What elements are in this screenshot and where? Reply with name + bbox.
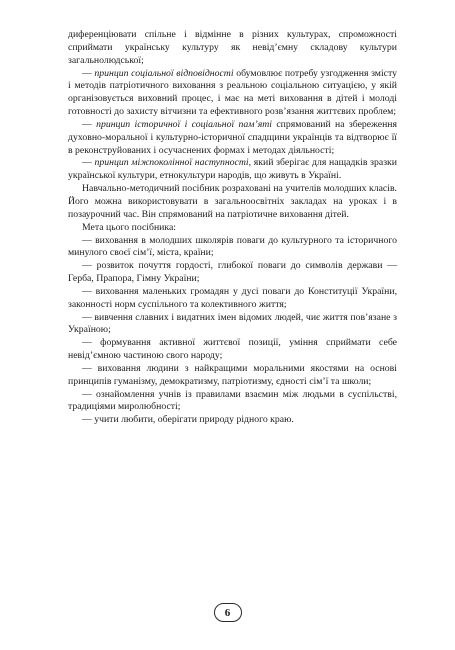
term-italic: принцип історичної і соціальної пам’яті bbox=[96, 118, 272, 130]
term-italic: принцип міжпоколінної наступності bbox=[94, 157, 249, 169]
list-item: — формування активної життєвої позиції, уміння сприймати себе невід’ємною частиною свого народу; bbox=[68, 337, 397, 362]
list-item: — вивчення славних і видатних імен відомих людей, чиє життя пов’язане з Україною; bbox=[68, 311, 398, 336]
paragraph: Навчально-методичний посібник розраховані на учителів молодших класів. Його можна використовувати в загальноосвітніх закладах на уроках і в позаурочний час. Він спрямований на патріотичне виховання дітей. bbox=[68, 183, 397, 220]
body-text bbox=[68, 29, 397, 427]
list-item: — принцип міжпоколінної наступності, який зберігає для нащадків зразки української культури, етнокультури народів, що живуть в Україні. bbox=[68, 157, 398, 182]
list-item: — принцип історичної і соціальної пам’яті спрямований на збереження духовно-моральної і культурно-історичної спадщини українців та відтворює її в реконструйованих і осучаснених формах і методах діяльності; bbox=[68, 118, 397, 156]
list-item: — виховання в молодших школярів поваги до культурного та історичного минулого своєї сім’ї, міста, країни; bbox=[68, 234, 398, 259]
list-item: — ознайомлення учнів із правилами взаємин між людьми в суспільстві, традиціями миролюбності; bbox=[68, 388, 398, 413]
list-item: — учити любити, оберігати природу рідного краю. bbox=[82, 414, 294, 426]
list-item: — виховання людини з найкращими моральними якостями на основі принципів гуманізму, демократизму, патріотизму, єдності сім’ї та школи; bbox=[68, 362, 397, 387]
list-item: — виховання маленьких громадян у дусі поваги до Конституції України, законності норм суспільного та колективного життя; bbox=[68, 285, 398, 310]
page-number: 6 bbox=[214, 603, 242, 622]
paragraph: диференціювати спільне і відмінне в різних культурах, спроможності сприймати українську культуру як невід’ємну складову культури загальнолюдської; bbox=[68, 29, 397, 66]
term-italic: принцип соціальної відповідності bbox=[94, 67, 234, 79]
list-item: — принцип соціальної відповідності обумовлює потребу узгодження змісту і методів патріотичного виховання з реальною соціальною ситуацією, у якій організовується виховний процес, і має на меті виховання в дітей і молоді готовності до захисту вітчизни та ефективного розв’язання життєвих проблем; bbox=[68, 67, 398, 118]
paragraph: Мета цього посібника: bbox=[82, 221, 177, 233]
list-item: — розвиток почуття гордості, глибокої поваги до символів держави — Герба, Прапора, Гімну України; bbox=[68, 260, 398, 285]
